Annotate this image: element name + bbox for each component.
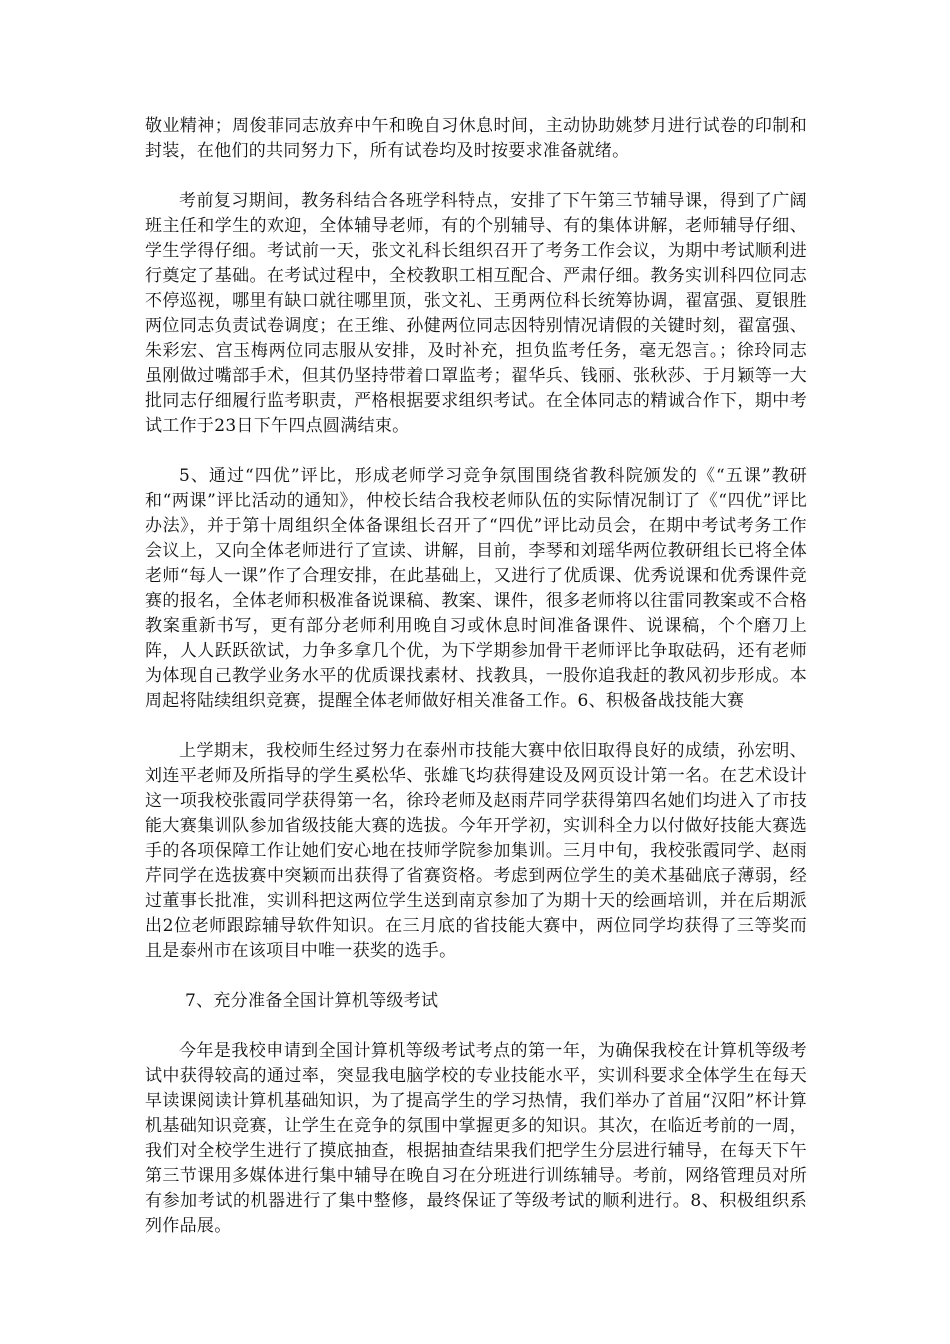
paragraph-exam-preparation-staff: 敬业精神；周俊菲同志放弃中午和晚自习休息时间，主动协助姚梦月进行试卷的印制和封装，在他们的共同努力下，所有试卷均及时按要求准备就绪。: [145, 116, 807, 161]
paragraph-computer-exam: 今年是我校申请到全国计算机等级考试考点的第一年，为确保我校在计算机等级考试中获得较高的通过率，突显我电脑学校的专业技能水平，实训科要求全体学生在每天早读课阅读计算机基础知识，为了提高学生的学习热情，我们举办了首届“汉阳”杯计算机基础知识竞赛，让学生在竞争的氛围中掌握更多的知识。其次，在临近考前的一周，我们对全校学生进行了摸底抽查，根据抽查结果我们把学生分层进行辅导，在每天下午第三节课用多媒体进行集中辅导在晚自习在分班进行训练辅导。考前，网络管理员对所有参加考试的机器进行了集中整修，最终保证了等级考试的顺利进行。8、积极组织系列作品展。: [145, 1041, 807, 1236]
paragraph-skills-competition: 上学期末，我校师生经过努力在泰州市技能大赛中依旧取得良好的成绩，孙宏明、刘连平老师及所指导的学生奚松华、张雄飞均获得建设及网页设计第一名。在艺术设计这一项我校张霞同学获得第一名，徐玲老师及赵雨芹同学获得第四名她们均进入了市技能大赛集训队参加省级技能大赛的选拔。今年开学初，实训科全力以付做好技能大赛选手的各项保障工作让她们安心地在技师学院参加集训。三月中旬，我校张霞同学、赵雨芹同学在选拔赛中突颖而出获得了省赛资格。考虑到两位学生的美术基础底子薄弱，经过董事长批准，实训科把这两位学生送到南京参加了为期十天的绘画培训，并在后期派出2位老师跟踪辅导软件知识。在三月底的省技能大赛中，两位同学均获得了三等奖而且是泰州市在该项目中唯一获奖的选手。: [145, 741, 807, 961]
paragraph-exam-review-period: 考前复习期间，教务科结合各班学科特点，安排了下午第三节辅导课，得到了广阔班主任和学生的欢迎，全体辅导老师，有的个别辅导、有的集体讲解，老师辅导仔细、学生学得仔细。考试前一天，张文礼科长组织召开了考务工作会议，为期中考试顺利进行奠定了基础。在考试过程中，全校教职工相互配合、严肃仔细。教务实训科四位同志不停巡视，哪里有缺口就往哪里顶，张文礼、王勇两位科长统筹协调，翟富强、夏银胜两位同志负责试卷调度；在王维、孙健两位同志因特别情况请假的关键时刻，翟富强、朱彩宏、宫玉梅两位同志服从安排，及时补充，担负监考任务，毫无怨言。；徐玲同志虽刚做过嘴部手术，但其仍坚持带着口罩监考；翟华兵、钱丽、张秋莎、于月颖等一大批同志仔细履行监考职责，严格根据要求组织考试。在全体同志的精诚合作下，期中考试工作于23日下午四点圆满结束。: [145, 191, 807, 436]
section-heading-computer-exam: 7、充分准备全国计算机等级考试: [185, 991, 439, 1011]
paragraph-four-excellence-evaluation: 5、通过“四优”评比，形成老师学习竞争氛围围绕省教科院颁发的《“五课”教研和“两课”评比活动的通知》，仲校长结合我校老师队伍的实际情况制订了《“四优”评比办法》，并于第十周组织全体备课组长召开了“四优”评比动员会，在期中考试考务工作会议上，又向全体老师进行了宣读、讲解，目前，李琴和刘瑶华两位教研组长已将全体老师“每人一课”作了合理安排，在此基础上，又进行了优质课、优秀说课和优秀课件竞赛的报名，全体老师积极准备说课稿、教案、课件，很多老师将以往雷同教案或不合格教案重新书写，更有部分老师利用晚自习或休息时间准备课件、说课稿，个个磨刀上阵，人人跃跃欲试，力争多拿几个优，为下学期参加骨干老师评比争取砝码，还有老师为体现自己教学业务水平的优质课找素材、找教具，一股你追我赶的教风初步形成。本周起将陆续组织竞赛，提醒全体老师做好相关准备工作。6、积极备战技能大赛: [145, 466, 807, 711]
document-body: [145, 114, 807, 1264]
